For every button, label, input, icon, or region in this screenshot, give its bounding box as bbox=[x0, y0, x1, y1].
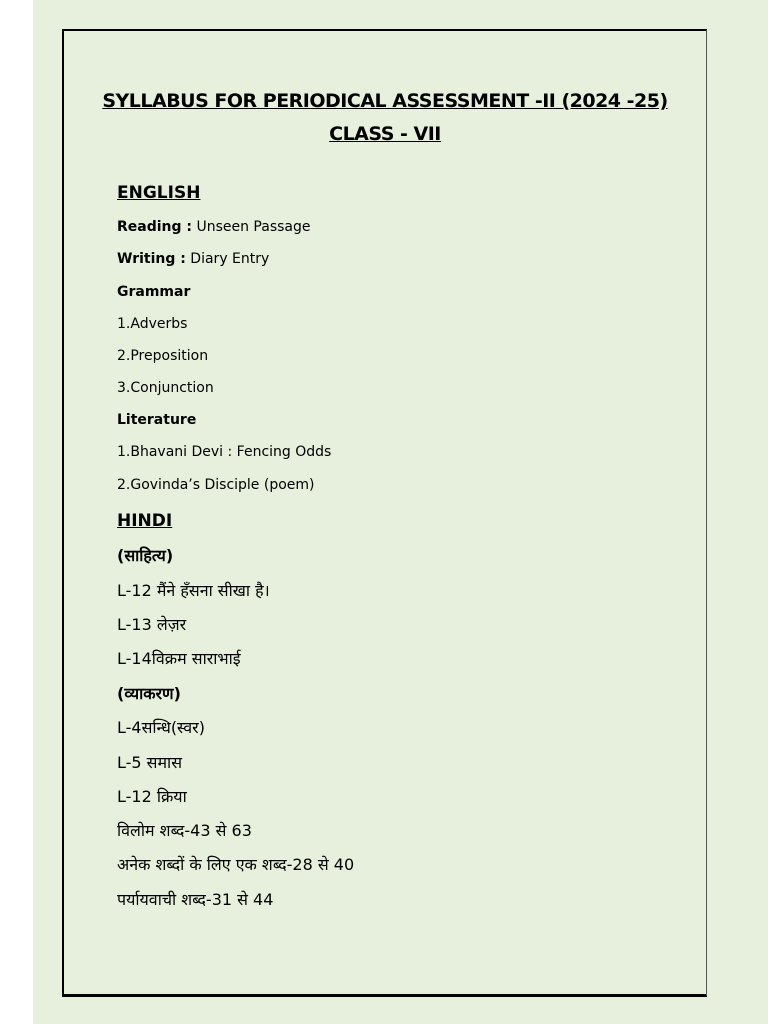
document-title: SYLLABUS FOR PERIODICAL ASSESSMENT -II (2024 -25) bbox=[102, 90, 668, 112]
sahitya-item: L-14विक्रम साराभाई bbox=[117, 649, 241, 668]
vyakaran-item: L-12 क्रिया bbox=[117, 787, 187, 806]
vyakaran-item: विलोम शब्द-43 से 63 bbox=[117, 821, 252, 840]
sahitya-item: L-12 मैंने हँसना सीखा है। bbox=[117, 581, 270, 600]
grammar-heading: Grammar bbox=[117, 284, 191, 300]
vyakaran-item: अनेक शब्दों के लिए एक शब्द-28 से 40 bbox=[117, 855, 355, 874]
reading-value: Unseen Passage bbox=[192, 219, 311, 235]
writing-value: Diary Entry bbox=[185, 251, 270, 267]
hindi-heading: HINDI bbox=[117, 511, 173, 531]
vyakaran-item: L-4सन्धि(स्वर) bbox=[117, 718, 205, 737]
grammar-item: 2.Preposition bbox=[117, 348, 209, 364]
reading-label: Reading : bbox=[117, 219, 193, 235]
grammar-item: 3.Conjunction bbox=[117, 380, 214, 396]
literature-heading: Literature bbox=[117, 412, 197, 428]
sahitya-heading: (साहित्य) bbox=[117, 546, 174, 565]
reading-line bbox=[117, 217, 311, 237]
english-heading: ENGLISH bbox=[117, 183, 201, 203]
writing-line bbox=[117, 249, 269, 269]
class-title: CLASS - VII bbox=[329, 123, 441, 145]
writing-label: Writing : bbox=[117, 251, 186, 267]
vyakaran-item: L-5 समास bbox=[117, 753, 183, 772]
literature-item: 2.Govinda’s Disciple (poem) bbox=[117, 477, 315, 493]
grammar-item: 1.Adverbs bbox=[117, 316, 188, 332]
vyakaran-heading: (व्याकरण) bbox=[117, 684, 181, 703]
sahitya-item: L-13 लेज़र bbox=[117, 615, 187, 634]
literature-item: 1.Bhavani Devi : Fencing Odds bbox=[117, 444, 332, 460]
vyakaran-item: पर्यायवाची शब्द-31 से 44 bbox=[117, 890, 274, 909]
